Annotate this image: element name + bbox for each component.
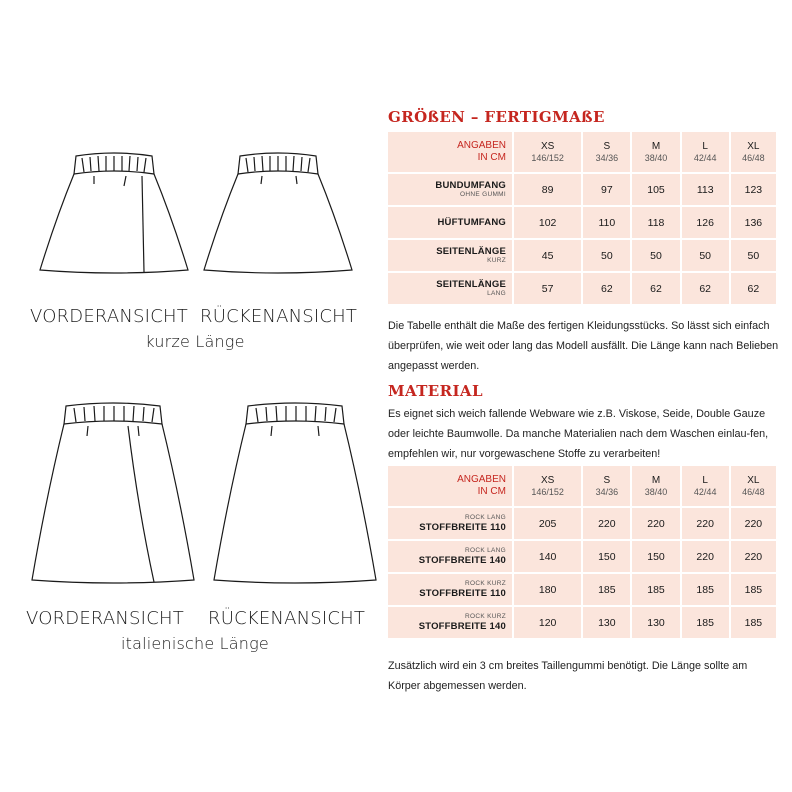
table-row: ROCK LANG STOFFBREITE 140 140 150 150 220 220: [388, 541, 776, 572]
table-cell: 62: [731, 273, 776, 304]
long-back-caption: RÜCKENANSICHT: [208, 608, 366, 629]
material-table: [388, 464, 776, 640]
short-skirt-back-sketch: [200, 148, 356, 276]
table-cell: 185: [731, 607, 776, 638]
sizes-heading: GRÖßEN – FERTIGMAßE: [388, 108, 605, 126]
header-label-line1: ANGABEN: [457, 140, 506, 151]
table-cell: 102: [514, 207, 583, 238]
table-cell: 89: [514, 174, 583, 205]
table-cell: 130: [583, 607, 632, 638]
table-cell: 110: [583, 207, 632, 238]
table-row: SEITENLÄNGE LANG 57 62 62 62 62: [388, 273, 776, 304]
table-cell: 97: [583, 174, 632, 205]
long-front-caption: VORDERANSICHT: [26, 608, 184, 629]
size-col-m: M 38/40: [632, 466, 681, 506]
size-col-l: L 42/44: [682, 132, 731, 172]
short-skirt-front-sketch: [36, 148, 192, 276]
table-cell: 62: [632, 273, 681, 304]
table-cell: 220: [731, 508, 776, 539]
table-row: ROCK KURZ STOFFBREITE 140 120 130 130 185 185: [388, 607, 776, 638]
sizes-note: Die Tabelle enthält die Maße des fertigen Kleidungsstücks. So lässt sich einfach überprüfen, wie weit oder lang das Modell ausfällt. Die Länge kann nach Belieben angepasst werden.: [388, 320, 779, 372]
size-col-xs: XS 146/152: [514, 466, 583, 506]
material-intro: Es eignet sich weich fallende Webware wie z.B. Viskose, Seide, Double Gauze oder leichte Baumwolle. Da manche Materialien nach dem Waschen einlau-fen, empfehlen wir, nur vorgewaschene Stoffe zu verarbeiten!: [388, 408, 769, 460]
header-label-line2: IN CM: [477, 152, 506, 163]
table-cell: 50: [583, 240, 632, 271]
table-cell: 140: [514, 541, 583, 572]
table-cell: 50: [731, 240, 776, 271]
table-cell: 120: [514, 607, 583, 638]
table-cell: 220: [682, 508, 731, 539]
table-cell: 123: [731, 174, 776, 205]
long-length-caption: italienische Länge: [121, 634, 269, 653]
short-back-caption: RÜCKENANSICHT: [200, 306, 358, 327]
table-cell: 113: [682, 174, 731, 205]
table-cell: 50: [632, 240, 681, 271]
material-header-row: ANGABEN IN CM XS 146/152 S 34/36 M 38/40 L 42/44 XL 46/48: [388, 466, 776, 506]
size-col-xl: XL 46/48: [731, 466, 776, 506]
table-cell: 45: [514, 240, 583, 271]
table-cell: 185: [682, 607, 731, 638]
size-col-l: L 42/44: [682, 466, 731, 506]
short-length-caption: kurze Länge: [145, 332, 245, 351]
table-cell: 57: [514, 273, 583, 304]
table-cell: 105: [632, 174, 681, 205]
table-cell: 185: [632, 574, 681, 605]
sizes-table: [388, 130, 776, 306]
table-cell: 220: [583, 508, 632, 539]
table-cell: 185: [731, 574, 776, 605]
table-cell: 220: [731, 541, 776, 572]
long-skirt-front-sketch: [28, 398, 198, 588]
table-cell: 185: [583, 574, 632, 605]
table-cell: 205: [514, 508, 583, 539]
table-cell: 150: [583, 541, 632, 572]
size-col-m: M 38/40: [632, 132, 681, 172]
sketch-panel: [0, 0, 380, 792]
material-heading: MATERIAL: [388, 382, 483, 400]
table-row: HÜFTUMFANG 102 110 118 126 136: [388, 207, 776, 238]
size-col-s: S 34/36: [583, 132, 632, 172]
material-note: Zusätzlich wird ein 3 cm breites Taillengummi benötigt. Die Länge sollte am Körper abgemessen werden.: [388, 660, 748, 692]
table-cell: 180: [514, 574, 583, 605]
size-col-xl: XL 46/48: [731, 132, 776, 172]
table-cell: 185: [682, 574, 731, 605]
size-col-xs: XS 146/152: [514, 132, 583, 172]
table-row: BUNDUMFANG OHNE GUMMI 89 97 105 113 123: [388, 174, 776, 205]
table-cell: 220: [632, 508, 681, 539]
table-cell: 150: [632, 541, 681, 572]
table-cell: 118: [632, 207, 681, 238]
table-row: SEITENLÄNGE KURZ 45 50 50 50 50: [388, 240, 776, 271]
table-cell: 62: [682, 273, 731, 304]
table-cell: 50: [682, 240, 731, 271]
table-cell: 62: [583, 273, 632, 304]
long-skirt-back-sketch: [210, 398, 380, 588]
size-col-s: S 34/36: [583, 466, 632, 506]
table-cell: 126: [682, 207, 731, 238]
short-front-caption: VORDERANSICHT: [30, 306, 188, 327]
table-cell: 220: [682, 541, 731, 572]
sizes-header-label: [388, 132, 514, 172]
table-row: ROCK LANG STOFFBREITE 110 205 220 220 220 220: [388, 508, 776, 539]
table-row: ROCK KURZ STOFFBREITE 110 180 185 185 185 185: [388, 574, 776, 605]
table-cell: 136: [731, 207, 776, 238]
sizes-header-row: [388, 132, 776, 172]
table-cell: 130: [632, 607, 681, 638]
